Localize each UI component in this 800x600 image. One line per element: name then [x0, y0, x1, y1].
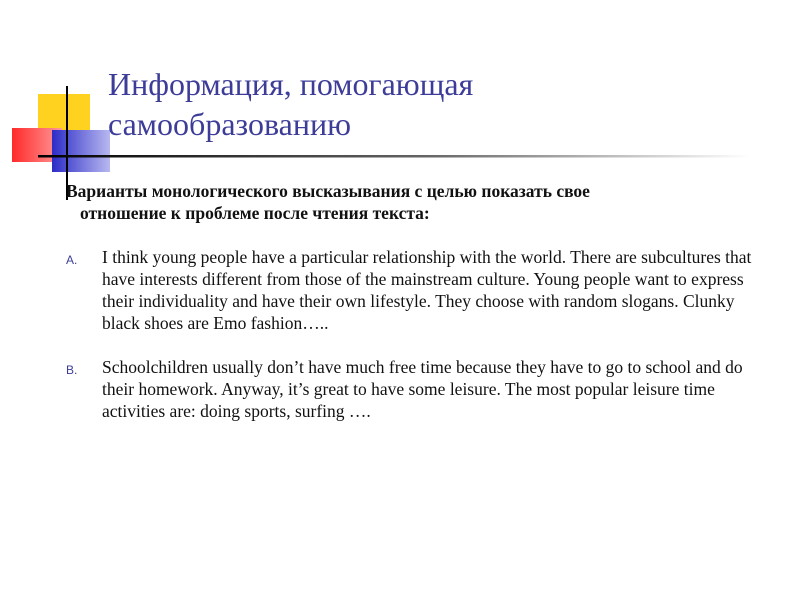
deco-blue-square — [52, 130, 110, 172]
list-marker: A. — [66, 253, 78, 267]
list-item-text: I think young people have a particular relationship with the world. There are subcultures that have interests different from those of the mainstream culture. Young people want to express their individuality and have their own lifestyle. They choose with random slogans. Clunky black shoes are Emo fashion….. — [102, 247, 752, 333]
intro-text — [66, 180, 766, 224]
title-line-1: Информация, помогающая — [108, 66, 474, 102]
list-marker: B. — [66, 363, 78, 377]
list-item-text: Schoolchildren usually don’t have much free time because they have to go to school and do their homework. Anyway, it’s great to have some leisure. The most popular leisure time activities are: doing sports, surfing …. — [102, 357, 743, 421]
title-line-2: самообразованию — [108, 106, 352, 142]
list-item — [66, 246, 766, 334]
intro-line-2: отношение к проблеме после чтения текста: — [80, 203, 430, 223]
slide-body — [66, 180, 766, 444]
intro-line-1: Варианты монологического высказывания с целью показать свое — [66, 181, 590, 201]
list-item — [66, 356, 766, 422]
title-rule — [38, 155, 750, 158]
slide-title — [108, 64, 748, 144]
